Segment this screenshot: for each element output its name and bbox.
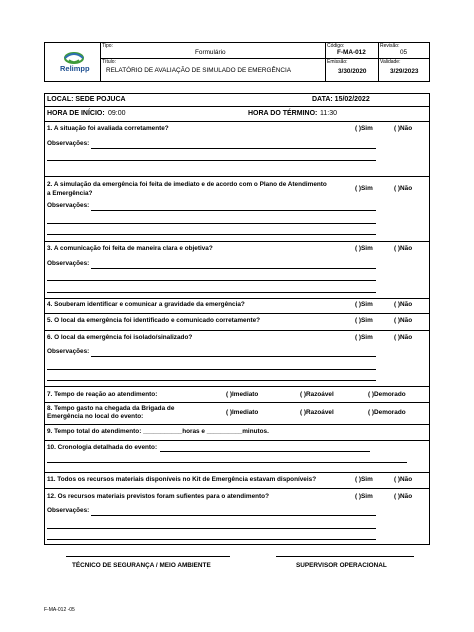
tipo-label: Tipo:: [102, 43, 113, 49]
q11-sim-option[interactable]: ( )Sim: [355, 476, 373, 483]
codigo-value: F-MA-012: [337, 49, 366, 56]
hora-inicio-value: 09:00: [108, 110, 126, 117]
q8-razoavel-option[interactable]: ( )Razoável: [300, 409, 334, 416]
question-9: 9. Tempo total do atendimento: ___________horas e __________minutos.: [47, 428, 269, 435]
q2-obs-label: Observações:: [47, 202, 90, 209]
signature-left-label: TÉCNICO DE SEGURANÇA / MEIO AMBIENTE: [72, 562, 211, 569]
q2-nao-option[interactable]: ( )Não: [394, 185, 413, 192]
revisao-label: Revisão:: [380, 43, 400, 49]
question-7: 7. Tempo de reação ao atendimento:: [47, 391, 158, 398]
q8-imediato-option[interactable]: ( )Imediato: [226, 409, 259, 416]
q4-sim-option[interactable]: ( )Sim: [355, 301, 373, 308]
q1-obs-line[interactable]: [47, 160, 376, 161]
q8-demorado-option[interactable]: ( )Demorado: [368, 409, 406, 416]
q12-obs-line[interactable]: [47, 528, 376, 529]
q3-obs-line[interactable]: [91, 268, 376, 269]
q4-nao-option[interactable]: ( )Não: [394, 301, 413, 308]
q11-nao-option[interactable]: ( )Não: [394, 476, 413, 483]
q5-sim-option[interactable]: ( )Sim: [355, 317, 373, 324]
q12-obs-line[interactable]: [91, 515, 376, 516]
q1-obs-line[interactable]: [91, 148, 376, 149]
logo-icon: [58, 48, 92, 78]
q6-obs-label: Observações:: [47, 348, 90, 355]
question-8-cont: Emergência no local do evento:: [47, 413, 144, 420]
emissao-value: 3/30/2020: [338, 68, 367, 75]
question-1: 1. A situação foi avaliada corretamente?: [47, 125, 169, 132]
q6-nao-option[interactable]: ( )Não: [394, 334, 413, 341]
q6-obs-line[interactable]: [47, 369, 376, 370]
signature-right-label: SUPERVISOR OPERACIONAL: [296, 562, 387, 569]
question-10: 10. Cronologia detalhada do evento:: [47, 444, 158, 451]
q12-sim-option[interactable]: ( )Sim: [355, 493, 373, 500]
q3-obs-label: Observações:: [47, 260, 90, 267]
q6-obs-line[interactable]: [91, 356, 376, 357]
question-2: 2. A simulação da emergência foi feita de imediato e de acordo com o Plano de Atendimento: [47, 181, 327, 188]
validade-label: Validade:: [380, 59, 401, 65]
q2-sim-option[interactable]: ( )Sim: [355, 185, 373, 192]
question-8: 8. Tempo gasto na chegada da Brigada de: [47, 405, 175, 412]
question-12: 12. Os recursos materiais previstos foram sufientes para o atendimento?: [47, 493, 269, 500]
question-4: 4. Souberam identificar e comunicar a gravidade da emergência?: [47, 301, 245, 308]
q7-razoavel-option[interactable]: ( )Razoável: [300, 391, 334, 398]
q3-obs-line[interactable]: [47, 292, 376, 293]
local-field: LOCAL: SEDE POJUCA: [47, 96, 126, 103]
q10-line[interactable]: [160, 451, 370, 452]
company-logo: [58, 48, 92, 78]
revisao-value: 05: [400, 49, 408, 56]
q2-obs-line[interactable]: [47, 223, 376, 224]
question-2-cont: a Emergência?: [47, 190, 93, 197]
footer-code: F-MA-012 -05: [44, 607, 75, 613]
titulo-value: RELATÓRIO DE AVALIAÇÃO DE SIMULADO DE EMERGÊNCIA: [106, 67, 292, 74]
question-11: 11. Todos os recursos materiais disponíveis no Kit de Emergência estavam disponíveis?: [47, 476, 317, 483]
question-6: 6. O local da emergência foi isolado/sinalizado?: [47, 334, 193, 341]
question-5: 5. O local da emergência foi identificado e comunicado corretamente?: [47, 317, 261, 324]
titulo-label: Título:: [102, 59, 116, 65]
q1-nao-option[interactable]: ( )Não: [394, 125, 413, 132]
question-3: 3. A comunicação foi feita de maneira clara e objetiva?: [47, 245, 213, 252]
signature-line-left[interactable]: [66, 556, 230, 557]
q5-nao-option[interactable]: ( )Não: [394, 317, 413, 324]
codigo-label: Código:: [327, 43, 345, 49]
logo-text: Relimpp: [60, 64, 90, 73]
q12-nao-option[interactable]: ( )Não: [394, 493, 413, 500]
q2-obs-line[interactable]: [47, 234, 376, 235]
tipo-value: Formulário: [195, 49, 226, 56]
q2-obs-line[interactable]: [91, 210, 376, 211]
hora-termino-label: HORA DO TÉRMINO:: [248, 110, 318, 117]
signature-line-right[interactable]: [276, 556, 414, 557]
validade-value: 3/29/2023: [390, 68, 419, 75]
q3-obs-line[interactable]: [47, 280, 376, 281]
emissao-label: Emissão:: [327, 59, 348, 65]
q3-sim-option[interactable]: ( )Sim: [355, 245, 373, 252]
hora-inicio-label: HORA DE INÍCIO:: [47, 110, 105, 117]
q6-sim-option[interactable]: ( )Sim: [355, 334, 373, 341]
q10-line[interactable]: [47, 462, 407, 463]
q1-obs-label: Observações:: [47, 140, 90, 147]
q6-obs-line[interactable]: [47, 380, 376, 381]
q7-imediato-option[interactable]: ( )Imediato: [226, 391, 259, 398]
q7-demorado-option[interactable]: ( )Demorado: [368, 391, 406, 398]
q3-nao-option[interactable]: ( )Não: [394, 245, 413, 252]
q1-sim-option[interactable]: ( )Sim: [355, 125, 373, 132]
data-field: DATA: 15/02/2022: [312, 96, 370, 103]
hora-termino-value: 11:30: [320, 110, 337, 117]
q12-obs-line[interactable]: [47, 539, 376, 540]
q12-obs-label: Observações:: [47, 507, 90, 514]
